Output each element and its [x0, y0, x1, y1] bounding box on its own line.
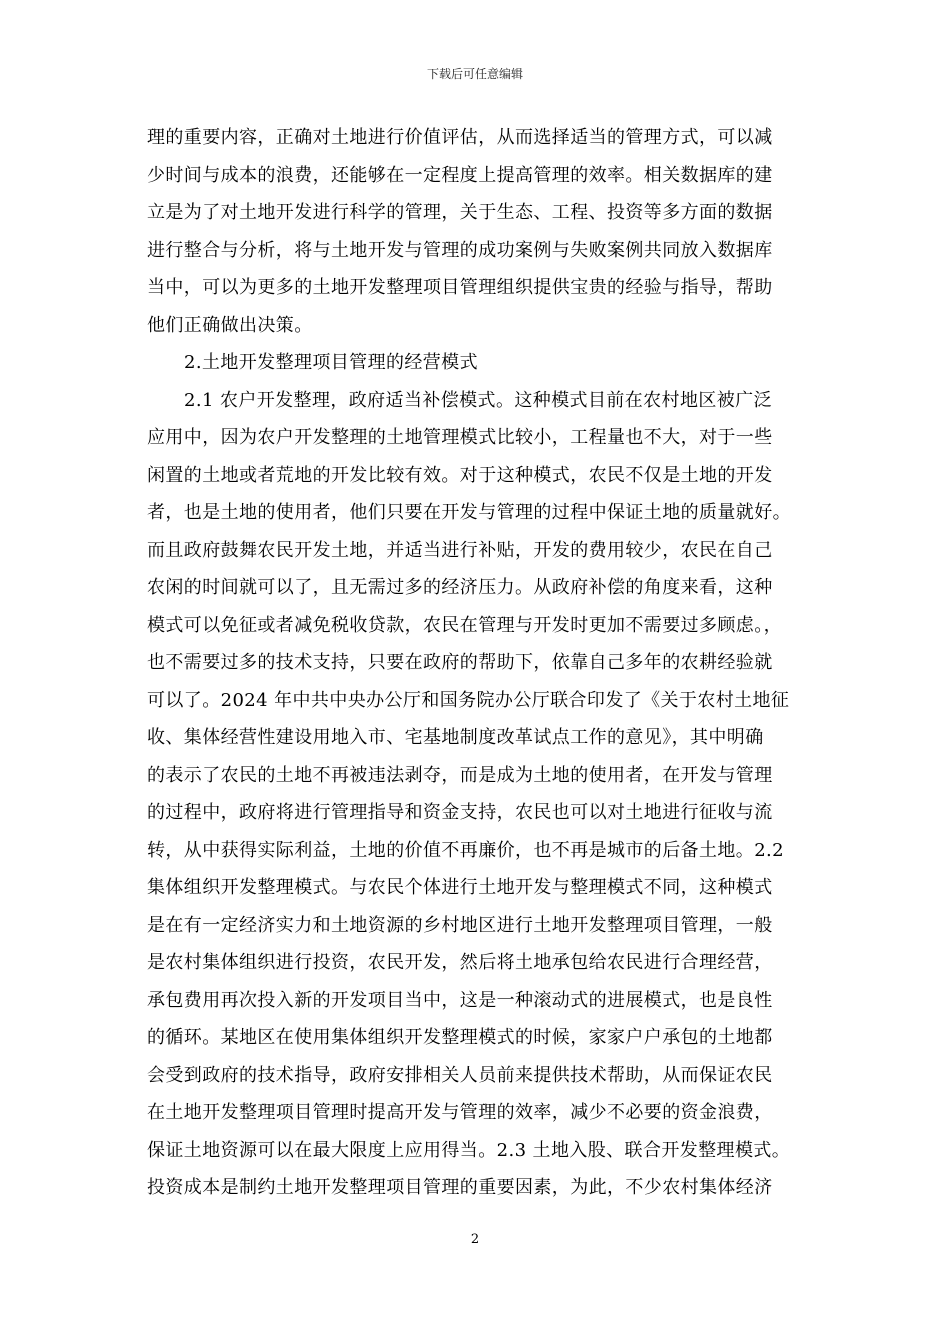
text-line: 会受到政府的技术指导，政府安排相关人员前来提供技术帮助，从而保证农民 — [147, 1065, 773, 1086]
section-heading: 2.土地开发整理项目管理的经营模式 — [184, 352, 478, 373]
text-line: 理的重要内容，正确对土地进行价值评估，从而选择适当的管理方式，可以减 — [147, 127, 773, 148]
text-line: 立是为了对土地开发进行科学的管理，关于生态、工程、投资等多方面的数据 — [147, 202, 773, 223]
text-line: 承包费用再次投入新的开发项目当中，这是一种滚动式的进展模式，也是良性 — [147, 990, 773, 1011]
page-header: 下载后可任意编辑 — [426, 67, 523, 81]
text-line: 当中，可以为更多的土地开发整理项目管理组织提供宝贵的经验与指导，帮助 — [147, 277, 773, 298]
text-line: 可以了。2024 年中共中央办公厅和国务院办公厅联合印发了《关于农村土地征 — [147, 690, 790, 711]
text-line: 应用中，因为农户开发整理的土地管理模式比较小，工程量也不大，对于一些 — [147, 427, 773, 448]
text-line: 闲置的土地或者荒地的开发比较有效。对于这种模式，农民不仅是土地的开发 — [147, 465, 773, 486]
text-line: 他们正确做出决策。 — [147, 315, 313, 336]
text-line: 是在有一定经济实力和土地资源的乡村地区进行土地开发整理项目管理，一般 — [147, 915, 773, 936]
text-line: 的表示了农民的土地不再被违法剥夺，而是成为土地的使用者，在开发与管理 — [147, 765, 773, 786]
text-line: 少时间与成本的浪费，还能够在一定程度上提高管理的效率。相关数据库的建 — [147, 165, 773, 186]
text-line: 集体组织开发整理模式。与农民个体进行土地开发与整理模式不同，这种模式 — [147, 877, 773, 898]
text-line: 是农村集体组织进行投资，农民开发，然后将土地承包给农民进行合理经营， — [147, 952, 773, 973]
text-line: 投资成本是制约土地开发整理项目管理的重要因素，为此，不少农村集体经济 — [147, 1177, 773, 1198]
page-number: 2 — [470, 1232, 480, 1247]
text-line: 保证土地资源可以在最大限度上应用得当。2.3 土地入股、联合开发整理模式。 — [147, 1140, 791, 1161]
text-line: 农闲的时间就可以了，且无需过多的经济压力。从政府补偿的角度来看，这种 — [147, 577, 773, 598]
text-line: 2.1 农户开发整理，政府适当补偿模式。这种模式目前在农村地区被广泛 — [184, 390, 772, 411]
text-line: 也不需要过多的技术支持，只要在政府的帮助下，依靠自己多年的农耕经验就 — [147, 652, 773, 673]
text-line: 收、集体经营性建设用地入市、宅基地制度改革试点工作的意见》，其中明确 — [147, 727, 764, 748]
text-line: 的循环。某地区在使用集体组织开发整理模式的时候，家家户户承包的土地都 — [147, 1027, 773, 1048]
text-line: 的过程中，政府将进行管理指导和资金支持，农民也可以对土地进行征收与流 — [147, 802, 773, 823]
text-line: 模式可以免征或者减免税收贷款，农民在管理与开发时更加不需要过多顾虑。， — [147, 615, 782, 636]
text-line: 进行整合与分析，将与土地开发与管理的成功案例与失败案例共同放入数据库 — [147, 240, 773, 261]
text-line: 而且政府鼓舞农民开发土地，并适当进行补贴，开发的费用较少，农民在自己 — [147, 540, 773, 561]
text-line: 在土地开发整理项目管理时提高开发与管理的效率，减少不必要的资金浪费， — [147, 1102, 773, 1123]
text-line: 转，从中获得实际利益，土地的价值不再廉价，也不再是城市的后备土地。2.2 — [147, 840, 785, 861]
text-line: 者，也是土地的使用者，他们只要在开发与管理的过程中保证土地的质量就好。 — [147, 502, 791, 523]
